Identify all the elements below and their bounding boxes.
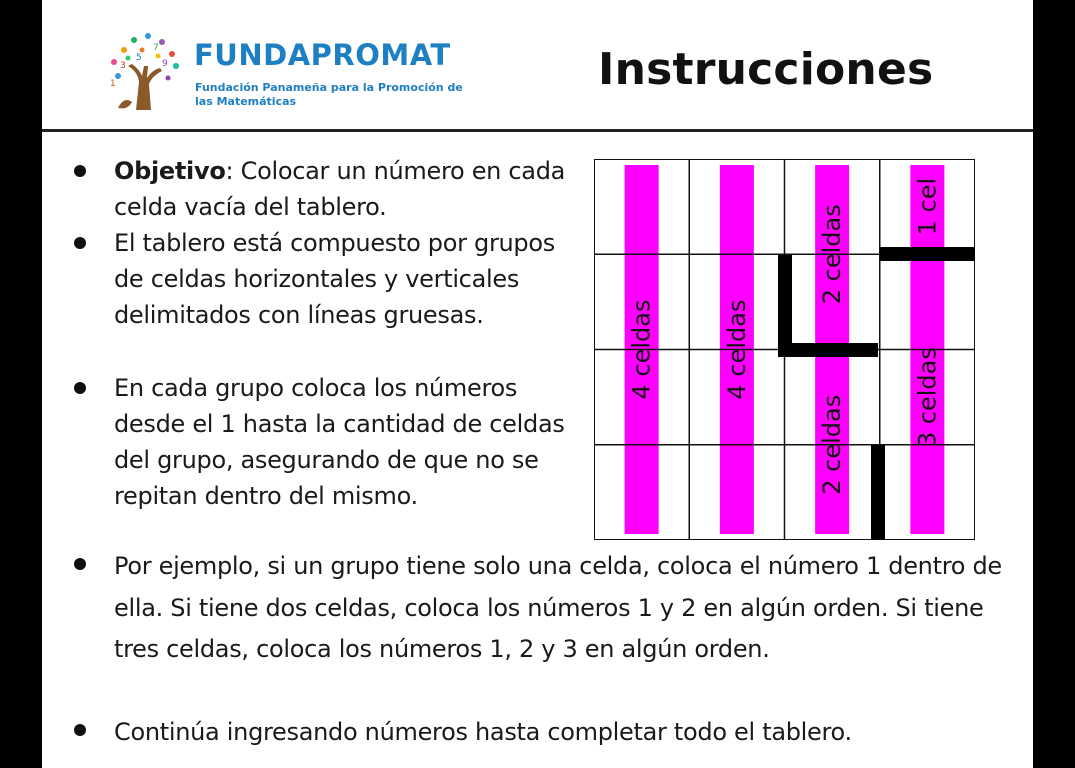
list-item [114,370,589,514]
svg-text:3: 3 [120,61,126,71]
svg-text:7: 7 [153,43,159,53]
list-item-text: : Colocar un número en cada celda vacía del tablero. [114,157,566,221]
group-label: 4 celdas [722,299,751,400]
list-item [114,153,589,225]
list-item-text: Continúa ingresando números hasta completar todo el tablero. [114,718,852,746]
list-item-text: Por ejemplo, si un grupo tiene solo una celda, coloca el número 1 dentro de ella. Si tiene dos celdas, coloca los números 1 y 2 en algún orden. Si tiene tres celdas, coloca los números 1, 2 y 3 en algún orden. [114,552,1002,663]
bullet-icon [74,165,86,177]
logo-name: FUNDAPROMAT [194,38,451,72]
objective-label: Objetivo [114,157,226,185]
list-item [114,546,1014,671]
page-title: Instrucciones [598,44,934,95]
logo-subtitle-line: Fundación Panameña para la Promoción de [195,81,463,94]
list-item-text: En cada grupo coloca los números desde el 1 hasta la cantidad de celdas del grupo, asegurando de que no se repitan dentro del mismo. [114,374,565,510]
bullet-icon [74,382,86,394]
instructions-slide [42,0,1033,768]
group-label: 2 celdas [818,394,847,495]
logo-subtitle-line: las Matemáticas [195,95,297,108]
list-item-text: El tablero está compuesto por grupos de celdas horizontales y verticales delimitados con líneas gruesas. [114,229,555,329]
bullet-icon [74,724,86,736]
group-label: 2 celdas [818,204,847,305]
list-item [114,712,1014,754]
group-label: 4 celdas [627,299,656,400]
example-board [594,159,975,540]
svg-text:5: 5 [136,53,142,63]
group-border [778,255,792,351]
group-label: 1 cel [913,177,942,236]
group-border [880,247,975,261]
group-border [778,343,878,357]
bullet-icon [74,237,86,249]
group-border [871,445,885,540]
group-label: 3 celdas [913,347,942,448]
svg-text:9: 9 [162,59,168,69]
svg-text:1: 1 [110,79,116,89]
list-item [114,225,589,333]
bullet-icon [74,558,86,570]
